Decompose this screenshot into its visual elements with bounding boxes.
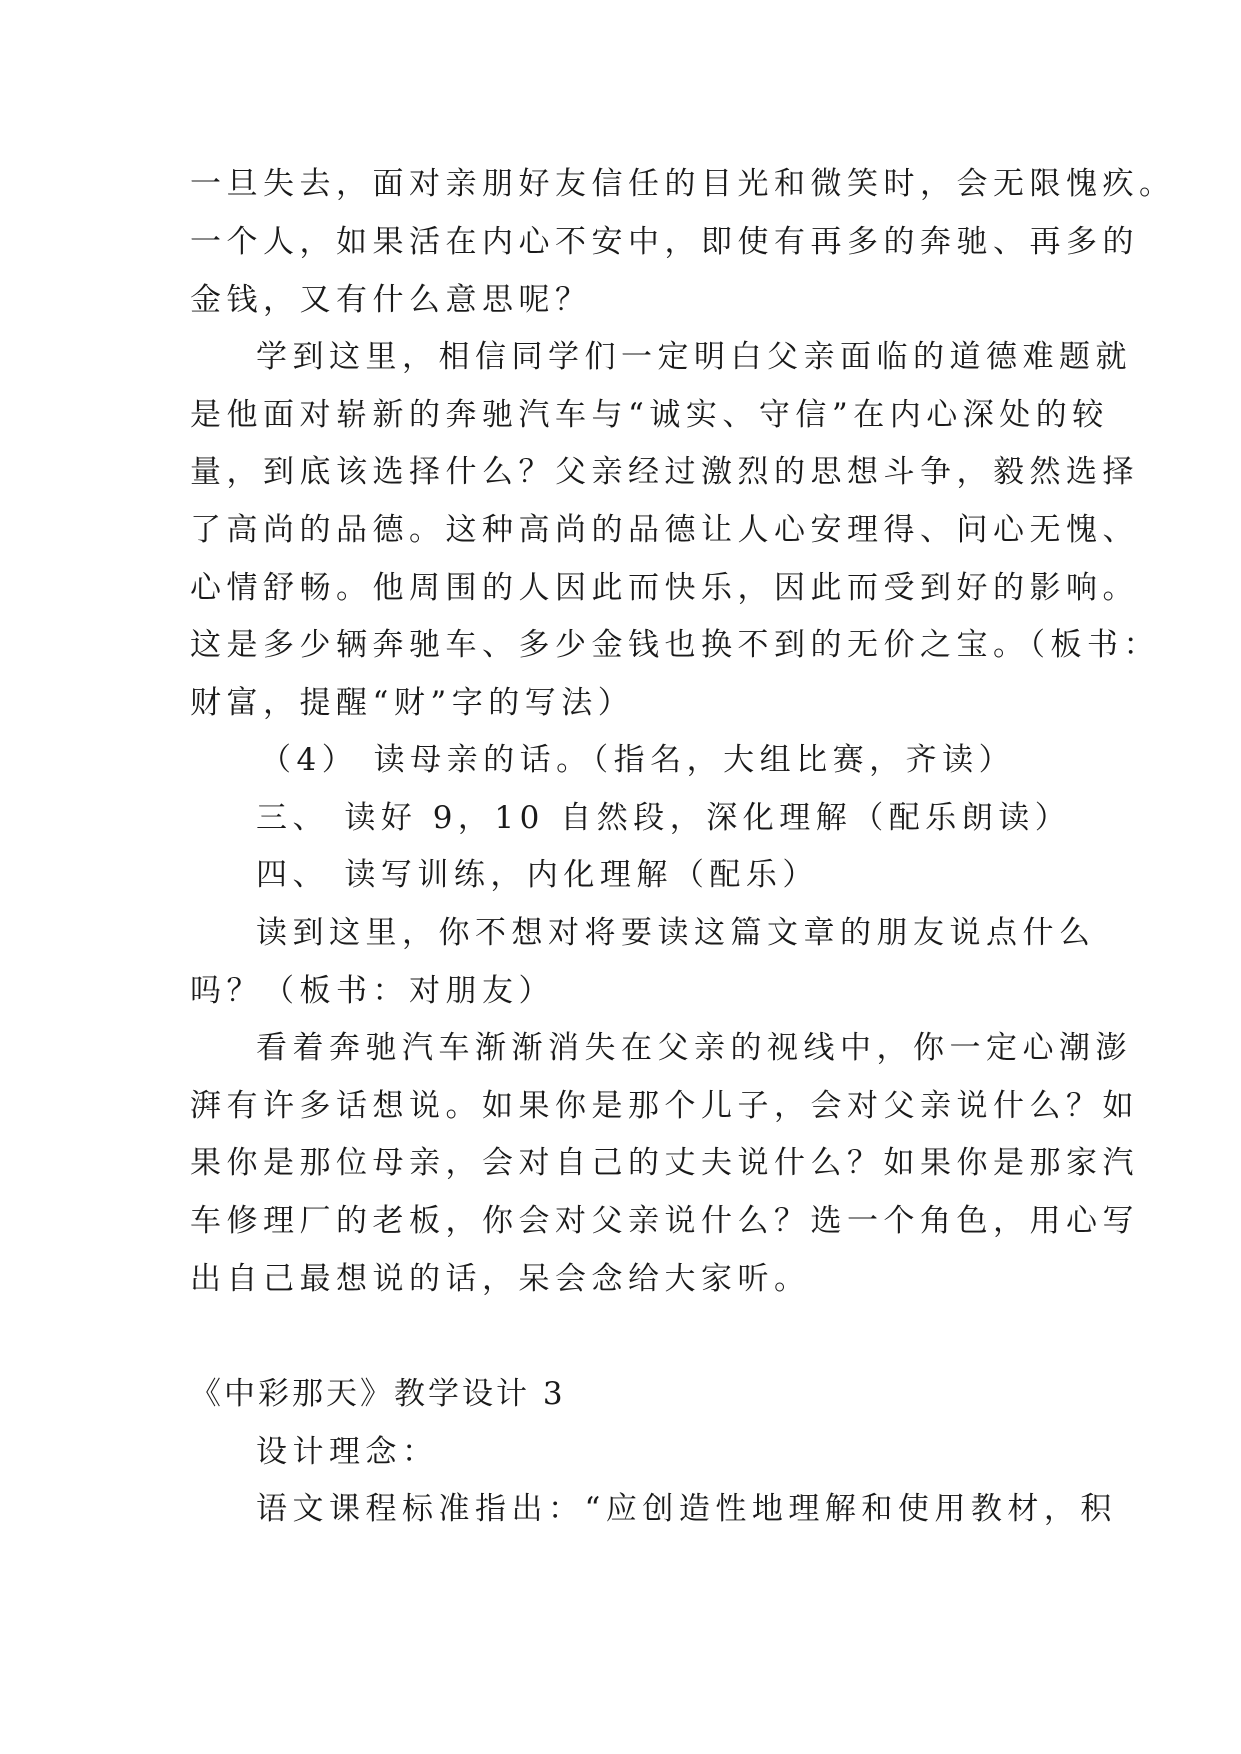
paragraph-line: 语文课程标准指出：“应创造性地理解和使用教材，积 (256, 1491, 1117, 1527)
list-item: 四、 读写训练，内化理解（配乐） (256, 857, 819, 893)
paragraph-line: 一旦失去，面对亲朋好友信任的目光和微笑时，会无限愧疚。 (190, 166, 1176, 202)
list-item: （4） 读母亲的话。（指名，大组比赛，齐读） (260, 742, 1016, 778)
paragraph-line: 读到这里，你不想对将要读这篇文章的朋友说点什么 (256, 915, 1096, 951)
paragraph-line: 出自己最想说的话，呆会念给大家听。 (190, 1261, 811, 1297)
paragraph-line: 了高尚的品德。这种高尚的品德让人心安理得、问心无愧、 (190, 512, 1139, 548)
list-item: 三、 读好 9，10 自然段，深化理解（配乐朗读） (256, 800, 1072, 836)
paragraph-line: 这是多少辆奔驰车、多少金钱也换不到的无价之宝。（板书： (190, 627, 1160, 663)
paragraph-line: 果你是那位母亲，会对自己的丈夫说什么？如果你是那家汽 (190, 1145, 1139, 1181)
section-title: 《中彩那天》教学设计 3 (190, 1376, 566, 1412)
paragraph-line: 心情舒畅。他周围的人因此而快乐，因此而受到好的影响。 (190, 570, 1139, 606)
paragraph-line: 财富，提醒“财”字的写法） (190, 685, 635, 721)
section-subtitle: 设计理念： (256, 1434, 439, 1470)
paragraph-line: 一个人，如果活在内心不安中，即使有再多的奔驰、再多的 (190, 224, 1139, 260)
paragraph-line: 学到这里，相信同学们一定明白父亲面临的道德难题就 (256, 339, 1132, 375)
paragraph-line: 看着奔驰汽车渐渐消失在父亲的视线中，你一定心潮澎 (256, 1030, 1132, 1066)
paragraph-line: 量，到底该选择什么？父亲经过激烈的思想斗争，毅然选择 (190, 454, 1139, 490)
paragraph-line: 是他面对崭新的奔驰汽车与“诚实、守信”在内心深处的较 (190, 397, 1109, 433)
paragraph-line: 车修理厂的老板，你会对父亲说什么？选一个角色，用心写 (190, 1203, 1139, 1239)
paragraph-line: 湃有许多话想说。如果你是那个儿子，会对父亲说什么？如 (190, 1088, 1139, 1124)
paragraph-line: 吗？（板书：对朋友） (190, 973, 555, 1009)
paragraph-line: 金钱，又有什么意思呢？ (190, 282, 592, 318)
